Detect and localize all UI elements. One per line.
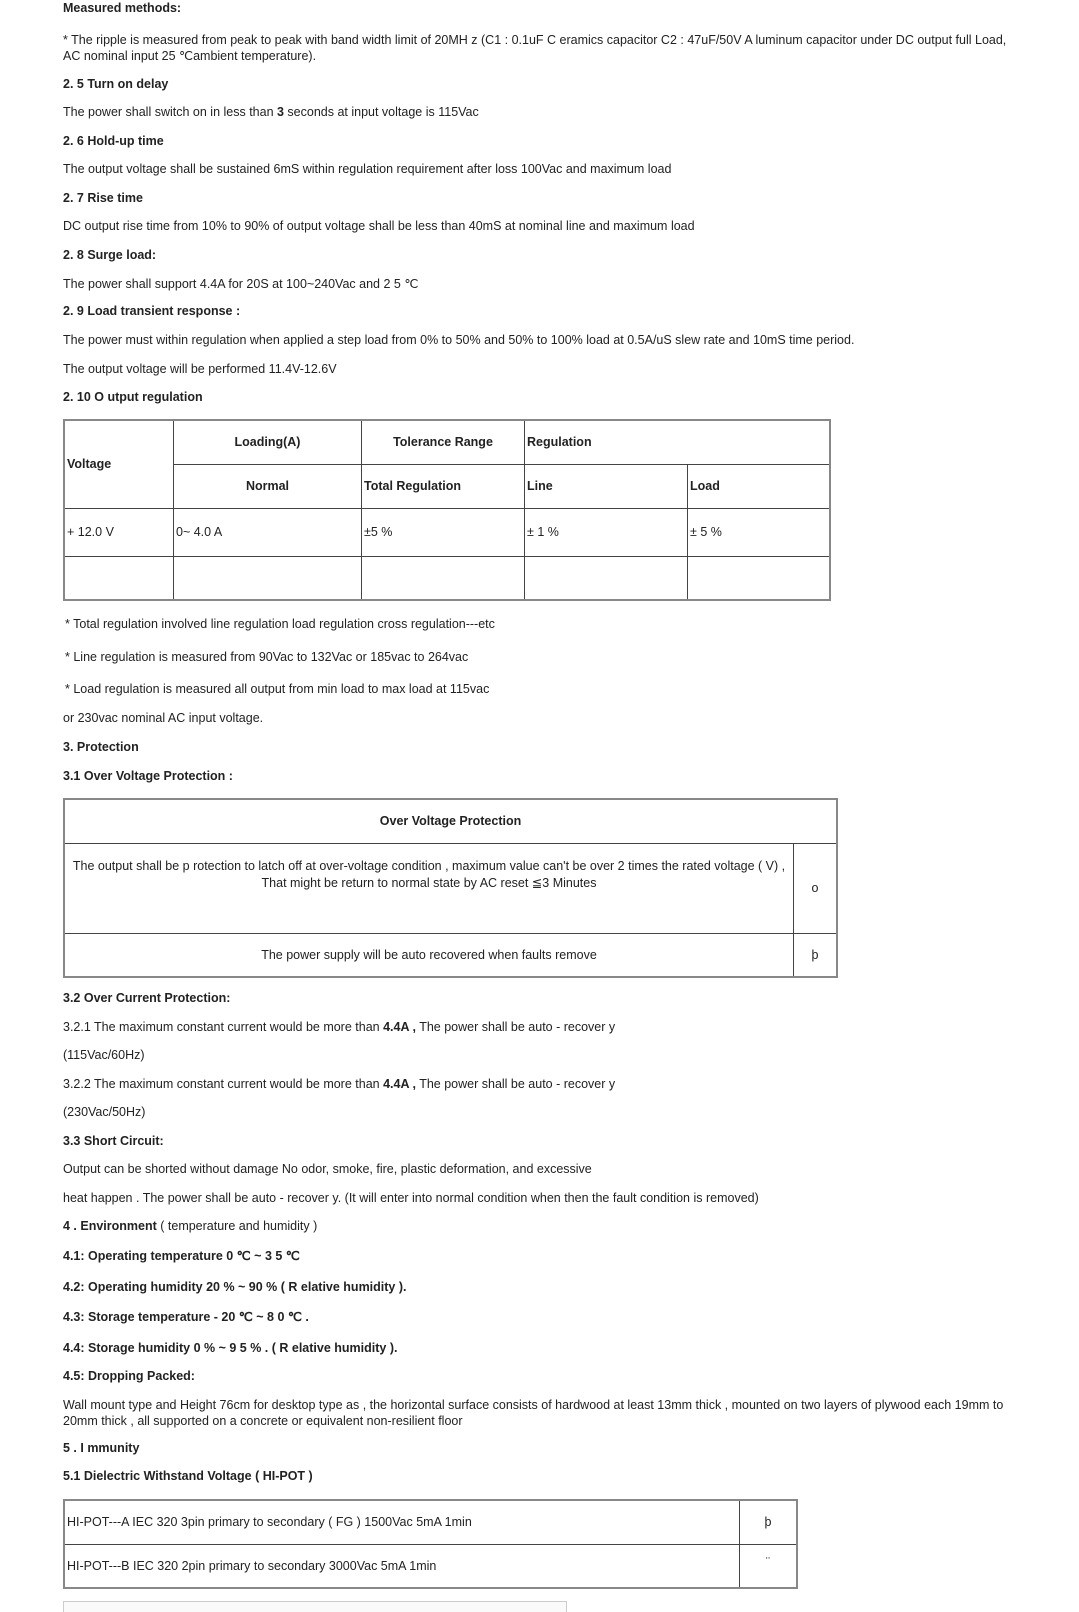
heading-3-3: 3.3 Short Circuit: [63, 1134, 164, 1148]
empty-cell [525, 556, 688, 600]
line-header: Line [525, 464, 688, 508]
paragraph-4-5: Wall mount type and Height 76cm for desktop type as , the horizontal surface consists of hardwood at least 13mm thick , mounted on two layers of plywood each 19mm to 20mm thick , all supported on a concrete or equivalent non-resilient floor [63, 1398, 1004, 1428]
heading-2-9: 2. 9 Load transient response : [63, 304, 241, 318]
heading-3-1: 3.1 Over Voltage Protection : [63, 769, 233, 783]
paragraph-2-5: The power shall switch on in less than 3 seconds at input voltage is 115Vac [63, 105, 479, 119]
note-nominal-input: or 230vac nominal AC input voltage. [63, 711, 264, 725]
heading-measured-methods: Measured methods: [63, 1, 182, 15]
over-voltage-protection-table [63, 798, 838, 978]
heading-5-immunity: 5 . I mmunity [63, 1441, 140, 1455]
loading-header: Loading(A) [174, 420, 362, 464]
heading-4-2: 4.2: Operating humidity 20 % ~ 90 % ( R elative humidity ). [63, 1280, 407, 1294]
ovp-checkbox-checked: þ [794, 933, 838, 977]
output-regulation-table [63, 419, 831, 601]
hipot-b-row: HI-POT---B IEC 320 2pin primary to secondary 3000Vac 5mA 1min [64, 1544, 740, 1588]
heading-2-5: 2. 5 Turn on delay [63, 77, 169, 91]
heading-3-2: 3.2 Over Current Protection: [63, 991, 231, 1005]
total-regulation-header: Total Regulation [362, 464, 525, 508]
heading-4-4: 4.4: Storage humidity 0 % ~ 9 5 % . ( R elative humidity ). [63, 1341, 398, 1355]
load-header: Load [688, 464, 831, 508]
heading-2-10: 2. 10 O utput regulation [63, 390, 203, 404]
ovp-title: Over Voltage Protection [64, 799, 837, 843]
paragraph-3-2-2-condition: (230Vac/50Hz) [63, 1105, 146, 1119]
ripple-paragraph: * The ripple is measured from peak to peak with band width limit of 20MH z (C1 : 0.1uF C eramics capacitor C2 : 47uF/50V A luminum capacitor under DC output full Load, AC nominal input 25 ℃ambient temperature). [63, 33, 1007, 63]
normal-header: Normal [174, 464, 362, 508]
ovp-auto-recover: The power supply will be auto recovered when faults remove [64, 933, 794, 977]
empty-cell [688, 556, 831, 600]
hipot-a-checkbox: þ [740, 1500, 798, 1544]
empty-cell [174, 556, 362, 600]
loading-cell: 0~ 4.0 A [174, 508, 362, 556]
paragraph-3-2-1: 3.2.1 The maximum constant current would be more than 4.4A , The power shall be auto - recover y [63, 1020, 616, 1034]
hipot-b-checkbox: ¨ [740, 1544, 798, 1588]
paragraph-3-3b: heat happen . The power shall be auto - recover y. (It will enter into normal condition when then the fault condition is removed) [63, 1191, 759, 1205]
paragraph-2-6: The output voltage shall be sustained 6mS within regulation requirement after loss 100Vac and maximum load [63, 162, 672, 176]
line-cell: ± 1 % [525, 508, 688, 556]
note-load-regulation: * Load regulation is measured all output from min load to max load at 115vac [65, 682, 490, 696]
paragraph-3-2-2: 3.2.2 The maximum constant current would be more than 4.4A , The power shall be auto - recover y [63, 1077, 616, 1091]
heading-4-3: 4.3: Storage temperature - 20 ℃ ~ 8 0 ℃ . [63, 1310, 309, 1324]
empty-cell [64, 556, 174, 600]
total-regulation-cell: ±5 % [362, 508, 525, 556]
tolerance-header: Tolerance Range [362, 420, 525, 464]
load-cell: ± 5 % [688, 508, 831, 556]
heading-3-protection: 3. Protection [63, 740, 139, 754]
paragraph-2-7: DC output rise time from 10% to 90% of output voltage shall be less than 40mS at nominal line and maximum load [63, 219, 695, 233]
heading-2-6: 2. 6 Hold-up time [63, 134, 164, 148]
heading-4-1: 4.1: Operating temperature 0 ℃ ~ 3 5 ℃ [63, 1249, 300, 1263]
heading-2-8: 2. 8 Surge load: [63, 248, 157, 262]
paragraph-3-2-1-condition: (115Vac/60Hz) [63, 1048, 145, 1062]
hipot-table [63, 1499, 798, 1589]
empty-cell [362, 556, 525, 600]
hipot-a-row: HI-POT---A IEC 320 3pin primary to secondary ( FG ) 1500Vac 5mA 1min [64, 1500, 740, 1544]
ovp-checkbox-unchecked: o [794, 843, 838, 933]
heading-4-5: 4.5: Dropping Packed: [63, 1369, 195, 1383]
heading-2-7: 2. 7 Rise time [63, 191, 143, 205]
voltage-header: Voltage [64, 420, 174, 508]
note-total-regulation: * Total regulation involved line regulation load regulation cross regulation---etc [65, 617, 495, 631]
paragraph-2-9b: The output voltage will be performed 11.4V-12.6V [63, 362, 337, 376]
heading-5-1: 5.1 Dielectric Withstand Voltage ( HI-POT ) [63, 1469, 313, 1483]
note-line-regulation: * Line regulation is measured from 90Vac to 132Vac or 185vac to 264vac [65, 650, 469, 664]
paragraph-2-9a: The power must within regulation when applied a step load from 0% to 50% and 50% to 100% load at 0.5A/uS slew rate and 10mS time period. [63, 333, 855, 347]
heading-4-environment: 4 . Environment ( temperature and humidity ) [63, 1219, 318, 1233]
broken-image-placeholder [63, 1601, 567, 1612]
regulation-header: Regulation [525, 420, 831, 464]
voltage-cell: + 12.0 V [64, 508, 174, 556]
paragraph-2-8: The power shall support 4.4A for 20S at 100~240Vac and 2 5 ℃ [63, 277, 419, 291]
paragraph-3-3a: Output can be shorted without damage No odor, smoke, fire, plastic deformation, and excessive [63, 1162, 592, 1176]
ovp-description: The output shall be p rotection to latch off at over-voltage condition , maximum value can't be over 2 times the rated voltage ( V) , That might be return to normal state by AC reset ≦3 Minutes [64, 843, 794, 933]
